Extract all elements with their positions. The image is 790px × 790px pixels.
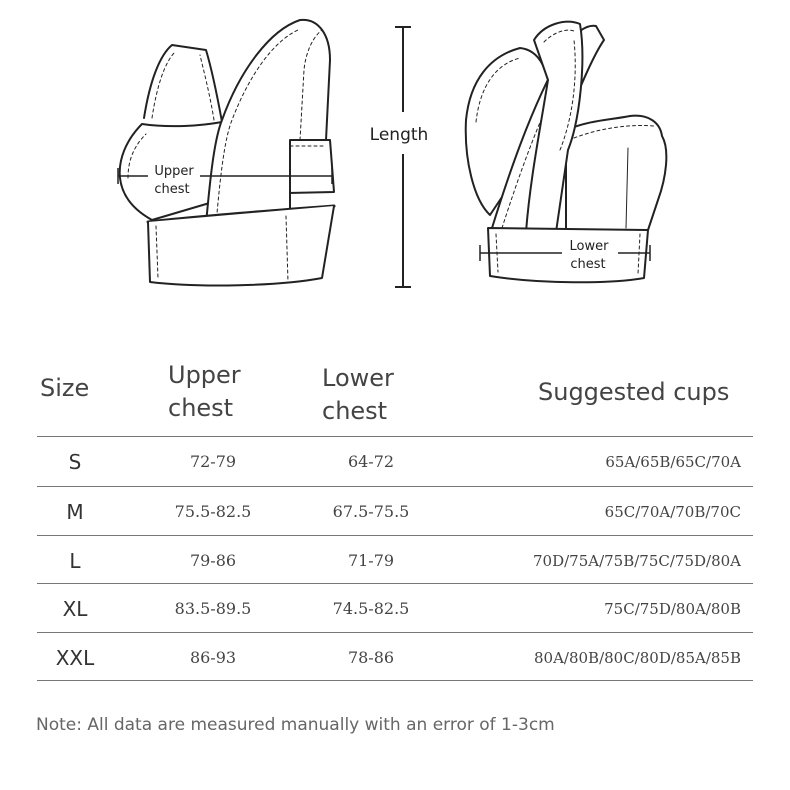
table-row bbox=[37, 585, 753, 633]
cell-suggested-cups: 75C/75D/80A/80B bbox=[604, 600, 741, 618]
table-row bbox=[37, 537, 753, 585]
cell-lower-chest: 67.5-75.5 bbox=[332, 502, 410, 521]
cell-lower-chest: 71-79 bbox=[347, 551, 395, 570]
front-view-illustration bbox=[120, 20, 334, 286]
cell-size: M bbox=[66, 500, 84, 524]
lower-chest-label-1: Lower bbox=[569, 239, 609, 254]
cell-upper-chest: 86-93 bbox=[189, 648, 237, 667]
cell-lower-chest: 74.5-82.5 bbox=[332, 599, 410, 618]
cell-size: XXL bbox=[55, 646, 95, 670]
cell-size: XL bbox=[62, 597, 88, 621]
header-size: Size bbox=[40, 374, 90, 402]
cell-lower-chest: 78-86 bbox=[347, 648, 395, 667]
length-measure-line bbox=[395, 27, 411, 287]
header-upper-chest-line2: chest bbox=[168, 394, 234, 422]
cell-upper-chest: 83.5-89.5 bbox=[174, 599, 252, 618]
cell-size: L bbox=[69, 549, 81, 573]
cell-suggested-cups: 70D/75A/75B/75C/75D/80A bbox=[532, 552, 741, 570]
cell-size: S bbox=[68, 450, 82, 474]
cell-upper-chest: 79-86 bbox=[189, 551, 237, 570]
header-lower-chest-line1: Lower bbox=[322, 364, 394, 392]
table-row bbox=[37, 634, 753, 682]
length-label: Length bbox=[369, 125, 429, 145]
header-lower-chest bbox=[322, 362, 442, 428]
table-row bbox=[37, 488, 753, 536]
cell-suggested-cups: 65A/65B/65C/70A bbox=[605, 453, 741, 471]
measurement-note: Note: All data are measured manually with an error of 1-3cm bbox=[36, 715, 555, 735]
header-suggested-cups: Suggested cups bbox=[538, 378, 730, 406]
header-upper-chest-line1: Upper bbox=[168, 361, 241, 389]
header-lower-chest-line2: chest bbox=[322, 397, 388, 425]
table-row bbox=[37, 438, 753, 486]
cell-upper-chest: 72-79 bbox=[189, 452, 237, 471]
measurement-diagram bbox=[0, 0, 790, 330]
header-upper-chest bbox=[168, 359, 288, 425]
cell-suggested-cups: 65C/70A/70B/70C bbox=[604, 503, 741, 521]
lower-chest-label-2: chest bbox=[570, 257, 606, 272]
cell-upper-chest: 75.5-82.5 bbox=[174, 502, 252, 521]
table-rule bbox=[37, 486, 753, 487]
upper-chest-label-2: chest bbox=[154, 182, 190, 197]
table-rule bbox=[37, 436, 753, 437]
cell-suggested-cups: 80A/80B/80C/80D/85A/85B bbox=[533, 649, 741, 667]
cell-lower-chest: 64-72 bbox=[347, 452, 395, 471]
upper-chest-label-1: Upper bbox=[154, 164, 194, 179]
